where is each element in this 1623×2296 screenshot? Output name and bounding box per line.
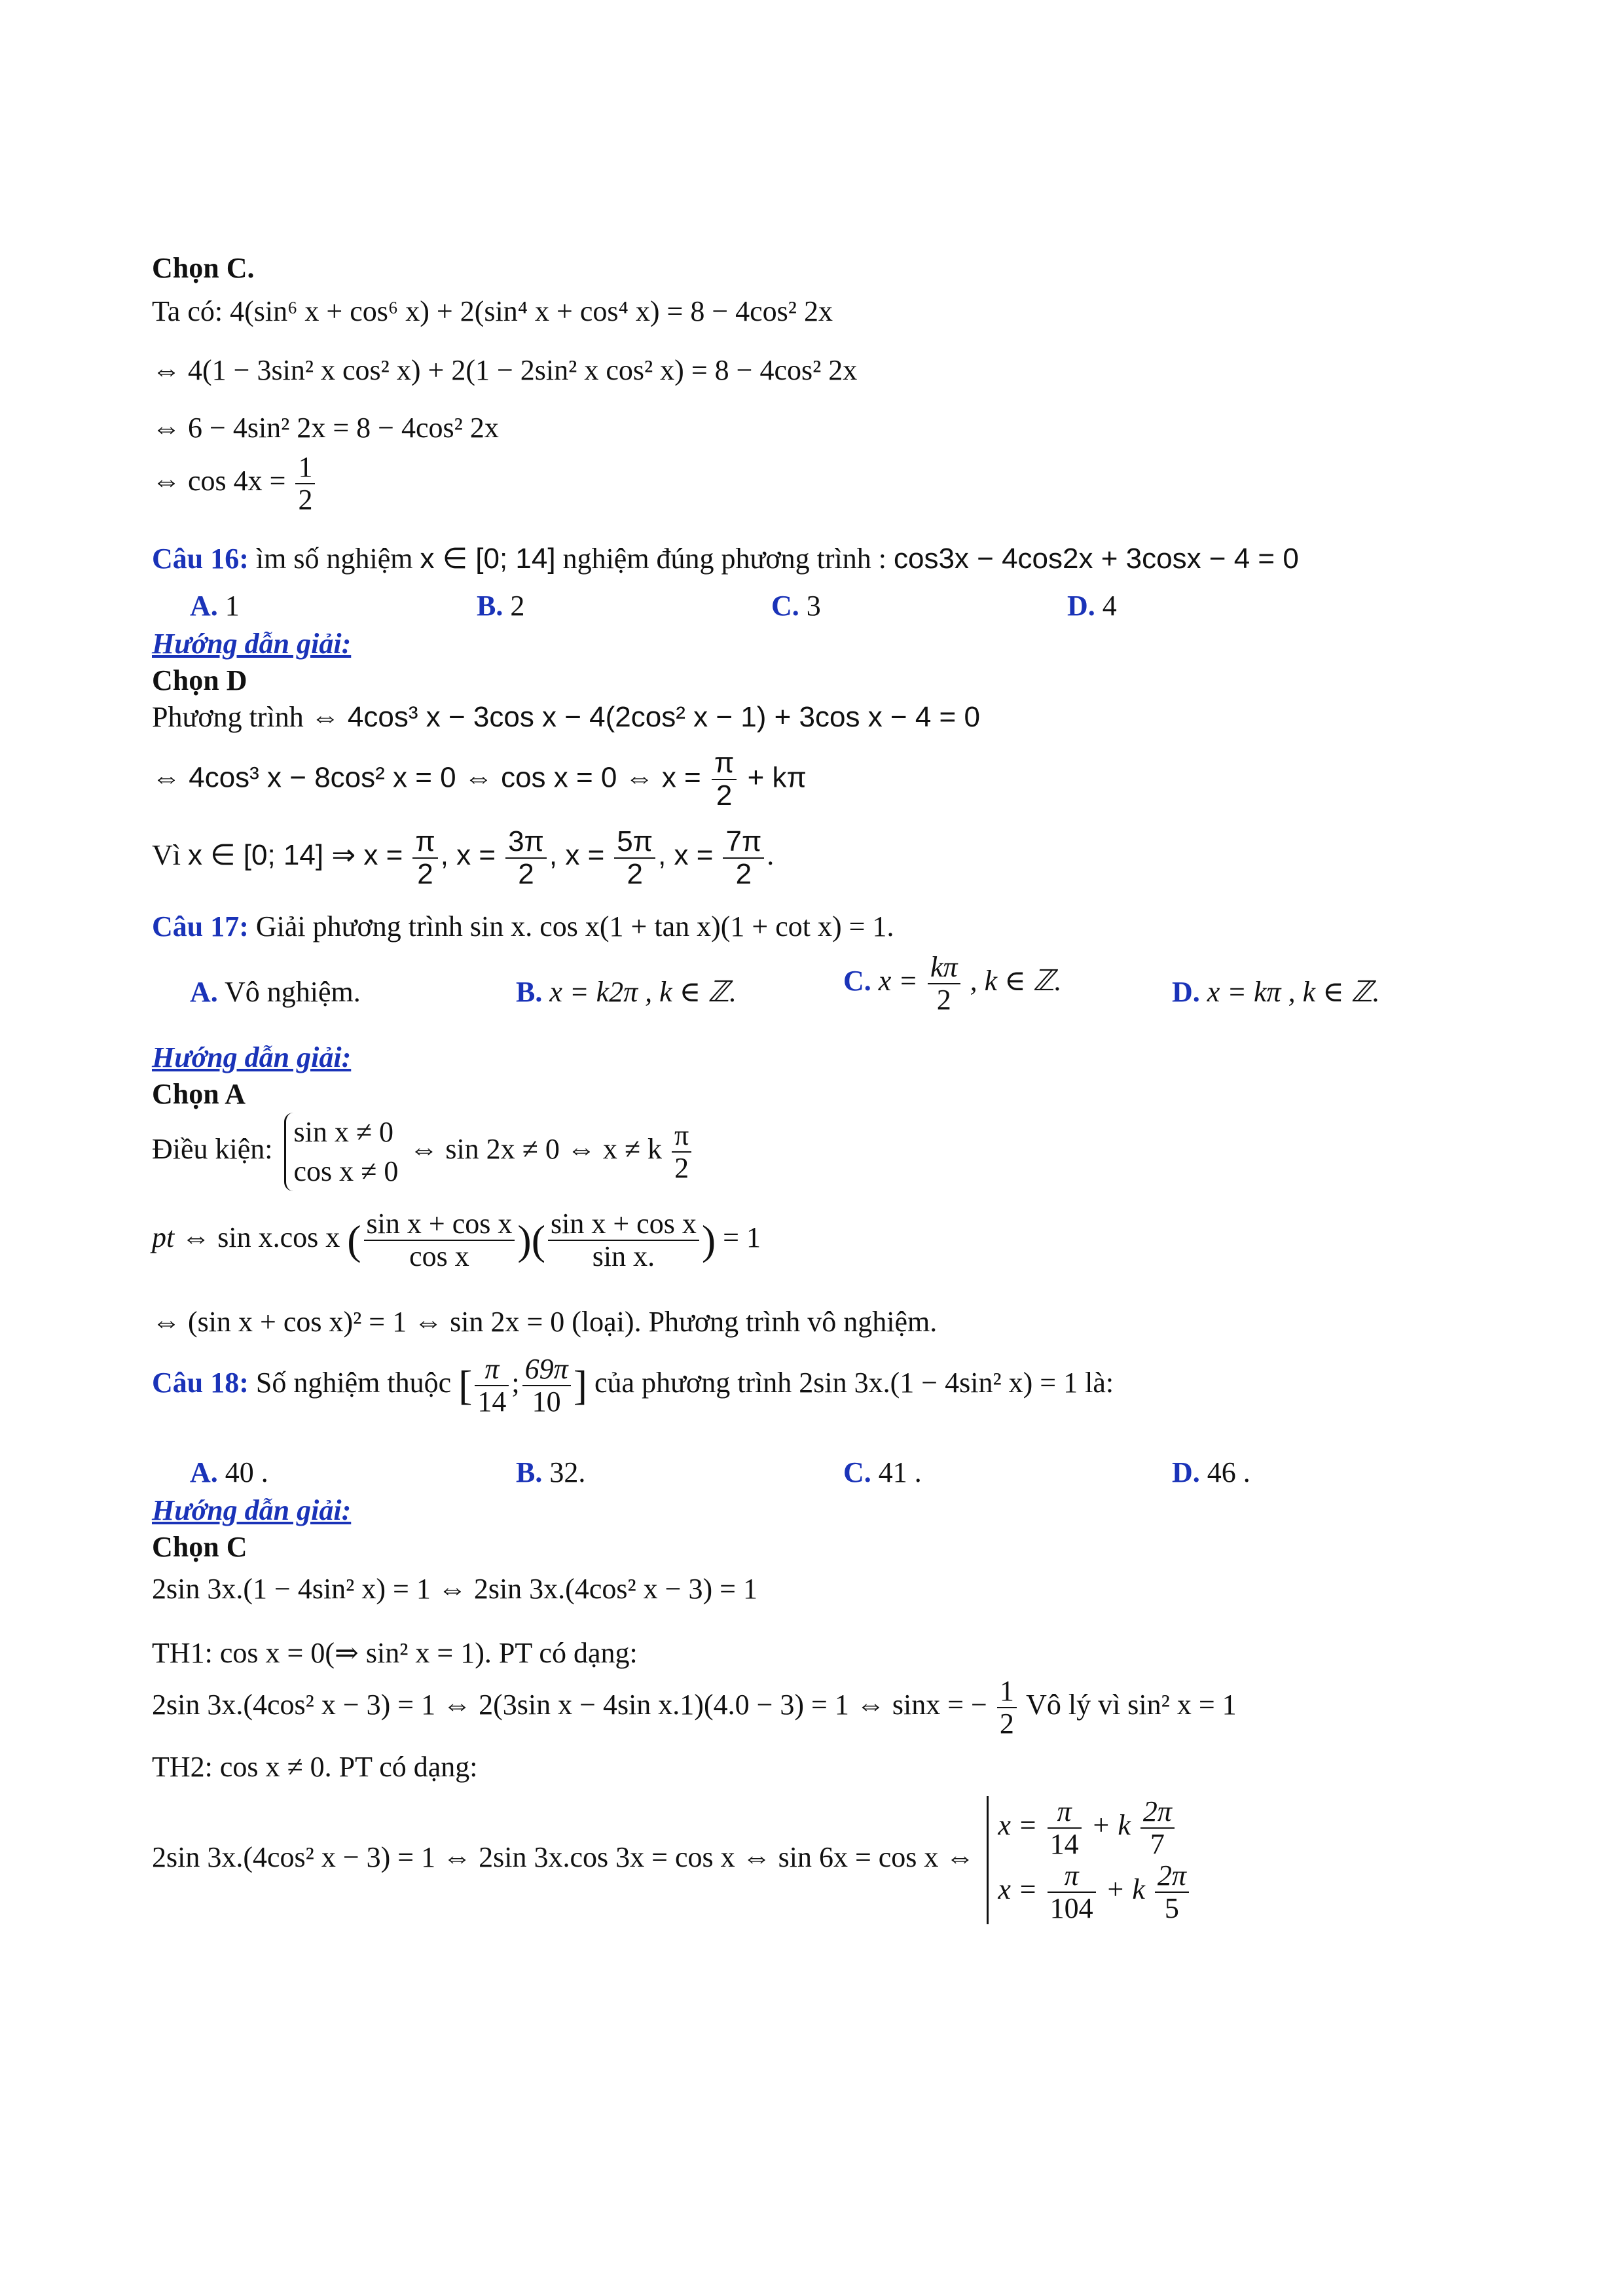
fraction: $\frac{\text{sin x + cos x}}{\text{cos x}}$: [364, 1208, 515, 1272]
guide-heading: Hướng dẫn giải:: [152, 1494, 352, 1526]
case-1-equation: 2sin 3x.(4cos² x − 3) = 1 ⇔ 2(3sin x − 4sin x.1)(4.0 − 3) = 1 ⇔ sinx = − $\frac{1}{2}$ Vô lý vì sin² x = 1: [152, 1675, 1237, 1740]
question-equation: cos3x − 4cos2x + 3cosx − 4 = 0: [893, 543, 1299, 575]
fraction: $\frac{69\pi}{10}$: [522, 1354, 571, 1418]
fraction: $\frac{\pi}{2}$: [712, 747, 737, 812]
fraction: $\frac{\pi}{14}$: [1048, 1796, 1082, 1860]
option-a: A. Vô nghiệm.: [190, 976, 361, 1008]
option-a: A. 1: [190, 590, 240, 622]
option-d: D. 46 .: [1172, 1456, 1250, 1488]
option-d: D. x = kπ , k ∈ ℤ.: [1172, 976, 1380, 1008]
derivation-line-4-lhs: ⇔ cos 4x =: [152, 465, 286, 497]
question-text: Giải phương trình sin x. cos x(1 + tan x)(1 + cot x) = 1.: [255, 910, 894, 942]
option-a: A. 40 .: [190, 1456, 268, 1488]
answer-choice: Chọn A: [152, 1078, 246, 1110]
derivation-line-1: Ta có: 4(sin⁶ x + cos⁶ x) + 2(sin⁴ x + cos⁴ x) = 8 − 4cos² 2x: [152, 295, 833, 327]
question-label: Câu 17:: [152, 910, 249, 942]
fraction: $\frac{7\pi}{2}$: [723, 826, 764, 890]
guide-heading: Hướng dẫn giải:: [152, 1041, 352, 1073]
fraction: $\frac{2\pi}{7}$: [1140, 1796, 1175, 1860]
case-row: x = $\frac{\pi}{14}$ + k $\frac{2\pi}{7}$: [998, 1796, 1192, 1860]
case-row: x = $\frac{\pi}{104}$ + k $\frac{2\pi}{5}$: [998, 1860, 1192, 1924]
answer-choice-c-intro: Chọn C.: [152, 252, 255, 284]
conclusion-line: ⇔ (sin x + cos x)² = 1 ⇔ sin 2x = 0 (loại). Phương trình vô nghiệm.: [152, 1306, 938, 1338]
fraction: $\frac{5\pi}{2}$: [614, 826, 655, 890]
derivation-line-3: ⇔ 6 − 4sin² 2x = 8 − 4cos² 2x: [152, 412, 499, 444]
fraction: $\frac{2\pi}{5}$: [1155, 1860, 1189, 1924]
fraction: $\frac{\pi}{2}$: [672, 1120, 691, 1184]
fraction: $\frac{\pi}{2}$: [412, 826, 437, 890]
option-c: C. x = $\frac{k\pi}{2}$ , k ∈ ℤ.: [843, 951, 1062, 1016]
question-17: [152, 908, 894, 945]
fraction: [295, 452, 315, 516]
fraction-denominator: 2: [298, 484, 313, 516]
equation-line: pt ⇔ sin x.cos x ( $\frac{\text{sin x + cos x}}{\text{cos x}}$ )( $\frac{\text{sin x + cos x}}{\text{sin x.}}$ ) = 1: [152, 1208, 761, 1272]
derivation-line-4: [152, 452, 318, 516]
question-text-2: nghiệm đúng phương trình :: [562, 543, 886, 575]
fraction: $\frac{1}{2}$: [997, 1676, 1017, 1740]
answer-choice: Chọn C: [152, 1531, 247, 1563]
fraction: $\frac{\pi}{14}$: [475, 1354, 509, 1418]
condition-line: Điều kiện: sin x ≠ 0 cos x ≠ 0 ⇔ sin 2x ≠ 0 ⇔ x ≠ k $\frac{\pi}{2}$: [152, 1113, 694, 1191]
answer-choice: Chọn D: [152, 664, 247, 696]
solution-line-3: Vì x ∈ [0; 14] ⇒ x = $\frac{\pi}{2}$ , x = $\frac{3\pi}{2}$ , x = $\frac{5\pi}{2}$ , x = $\frac{7\pi}{2}$ .: [152, 825, 775, 890]
case-2-equation: 2sin 3x.(4cos² x − 3) = 1 ⇔ 2sin 3x.cos 3x = cos x ⇔ sin 6x = cos x ⇔ x = $\frac{\pi}{14}$ + k $\frac{2\pi}{7}$ x = $\frac{\pi}{104}$ + k $\frac{2\pi}{5}$: [152, 1796, 1192, 1924]
option-d: D. 4: [1067, 590, 1117, 622]
question-16: [152, 541, 1299, 577]
guide-heading: Hướng dẫn giải:: [152, 628, 352, 660]
question-label: Câu 18:: [152, 1367, 249, 1399]
case-1-heading: TH1: cos x = 0(⇒ sin² x = 1). PT có dạng:: [152, 1637, 638, 1669]
solution-line-1: Phương trình ⇔ 4cos³ x − 3cos x − 4(2cos² x − 1) + 3cos x − 4 = 0: [152, 701, 980, 733]
case-2-heading: TH2: cos x ≠ 0. PT có dạng:: [152, 1751, 478, 1783]
solution-line-1: 2sin 3x.(1 − 4sin² x) = 1 ⇔ 2sin 3x.(4cos² x − 3) = 1: [152, 1573, 757, 1605]
question-text: ìm số nghiệm: [255, 543, 413, 575]
system-brace: sin x ≠ 0 cos x ≠ 0: [284, 1113, 399, 1191]
question-18: Câu 18: Số nghiệm thuộc [ $\frac{\pi}{14}$ ; $\frac{69\pi}{10}$ ] của phương trình 2sin 3x.(1 − 4sin² x) = 1 là:: [152, 1353, 1114, 1418]
fraction: $\frac{\text{sin x + cos x}}{\text{sin x.}}$: [548, 1208, 699, 1272]
question-label: Câu 16:: [152, 543, 249, 575]
option-c: C. 3: [771, 590, 821, 622]
solution-line-2: ⇔ 4cos³ x − 8cos² x = 0 ⇔ cos x = 0 ⇔ x = $\frac{\pi}{2}$ + kπ: [152, 747, 807, 812]
fraction: $\frac{3\pi}{2}$: [505, 826, 547, 890]
fraction-numerator: 1: [295, 452, 315, 484]
option-c: C. 41 .: [843, 1456, 922, 1488]
case-bracket: [987, 1796, 1192, 1924]
derivation-line-2: ⇔ 4(1 − 3sin² x cos² x) + 2(1 − 2sin² x cos² x) = 8 − 4cos² 2x: [152, 354, 858, 386]
fraction: $\frac{\pi}{104}$: [1048, 1860, 1096, 1924]
option-b: B. 2: [477, 590, 525, 622]
option-b: B. x = k2π , k ∈ ℤ.: [516, 976, 737, 1008]
question-interval: x ∈ [0; 14]: [420, 543, 556, 575]
fraction: $\frac{k\pi}{2}$: [928, 952, 960, 1016]
option-b: B. 32.: [516, 1456, 586, 1488]
